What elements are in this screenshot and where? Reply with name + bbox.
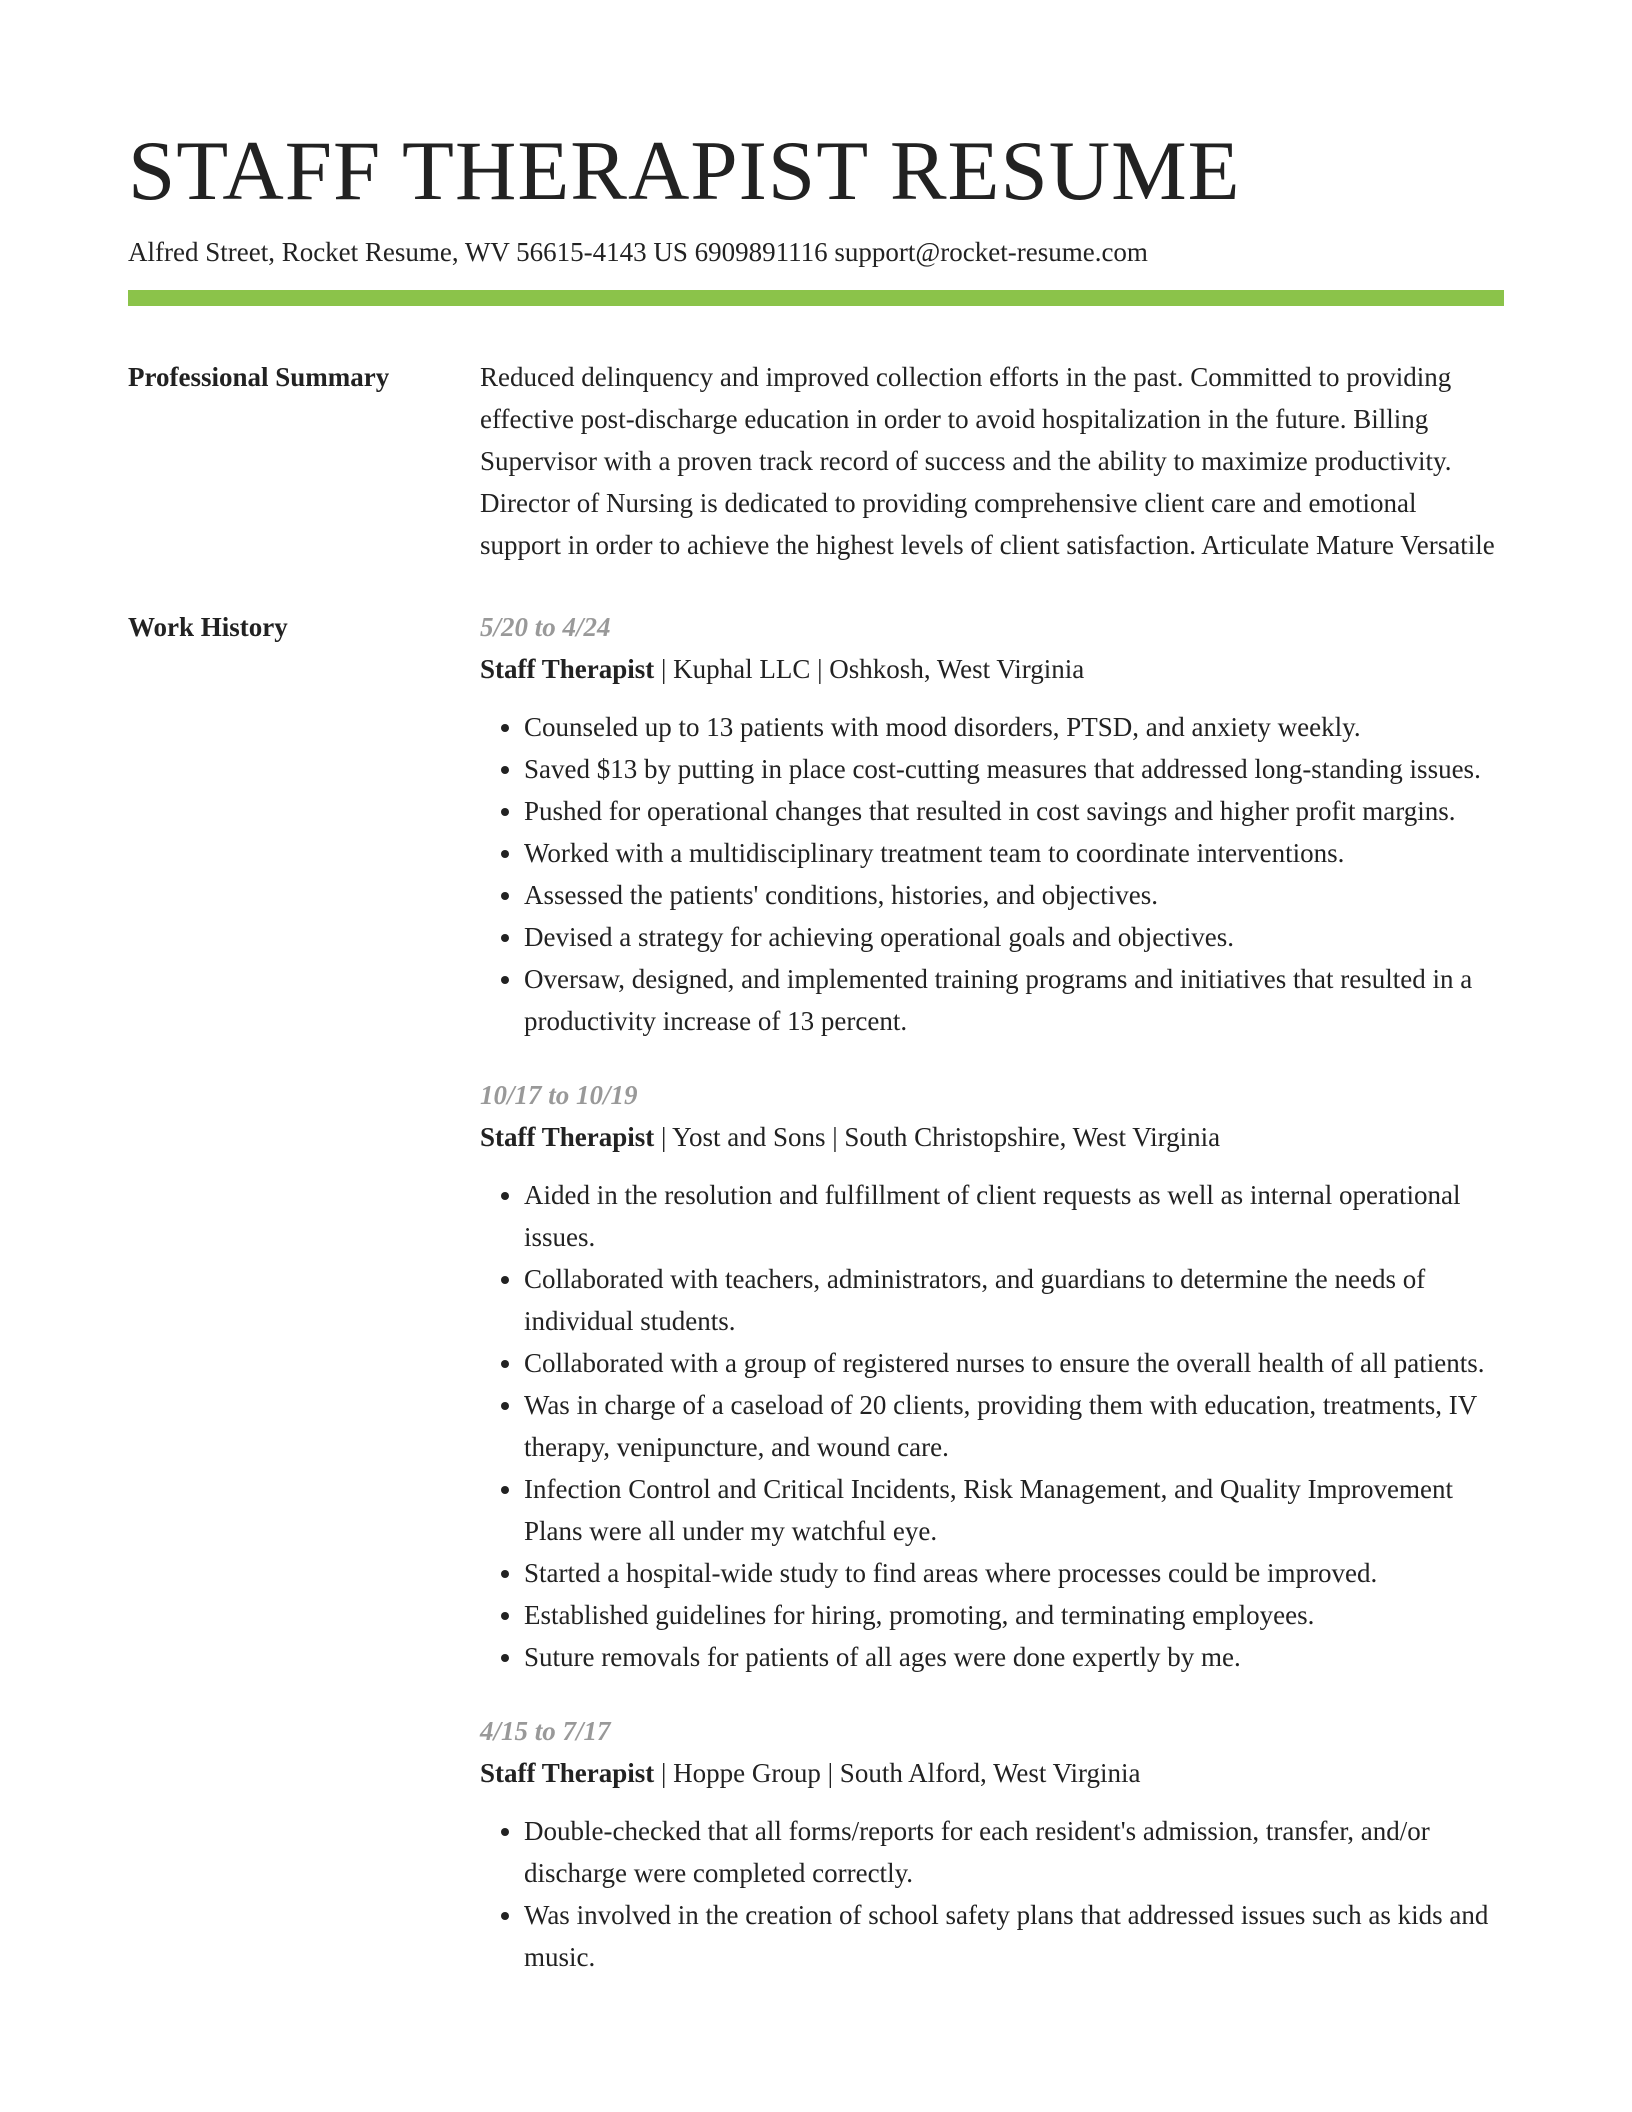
job-bullet: • Was in charge of a caseload of 20 clients, providing them with education, treatments, IV therapy, venipuncture, and wound care. [524,1384,1504,1468]
job-bullet: • Assessed the patients' conditions, histories, and objectives. [524,874,1504,916]
job-heading [480,648,1504,690]
contact-line: Alfred Street, Rocket Resume, WV 56615-4143 US 6909891116 support@rocket-resume.com [128,237,1148,267]
summary-text: Reduced delinquency and improved collection efforts in the past. Committed to providing effective post-discharge education in order to avoid hospitalization in the future. Billing Supervisor with a proven track record of success and the ability to maximize productivity. Director of Nursing is dedicated to providing comprehensive client care and emotional support in order to achieve the highest levels of client satisfaction. Articulate Mature Versatile [480,362,1495,560]
page-title: STAFF THERAPIST RESUME [128,124,1241,218]
job-dates: 5/20 to 4/24 [480,612,611,642]
job-bullet: • Saved $13 by putting in place cost-cutting measures that addressed long-standing issues. [524,748,1504,790]
job-details: | Yost and Sons | South Christopshire, West Virginia [654,1122,1221,1152]
job-bullets [480,706,1504,1042]
job-bullet: • Worked with a multidisciplinary treatment team to coordinate interventions. [524,832,1504,874]
job-details: | Kuphal LLC | Oshkosh, West Virginia [654,654,1085,684]
job-details: | Hoppe Group | South Alford, West Virginia [654,1758,1141,1788]
accent-divider [128,290,1504,306]
job-bullet: • Collaborated with a group of registered nurses to ensure the overall health of all patients. [524,1342,1504,1384]
resume-page [128,118,1504,2010]
work-history-label: Work History [128,612,288,642]
job-bullet: • Infection Control and Critical Incidents, Risk Management, and Quality Improvement Plans were all under my watchful eye. [524,1468,1504,1552]
job-bullet: • Suture removals for patients of all ages were done expertly by me. [524,1636,1504,1678]
job-bullet: • Started a hospital-wide study to find areas where processes could be improved. [524,1552,1504,1594]
job-bullet: • Pushed for operational changes that resulted in cost savings and higher profit margins. [524,790,1504,832]
job-dates: 4/15 to 7/17 [480,1716,611,1746]
job-title: Staff Therapist [480,654,655,684]
job-bullets [480,1174,1504,1678]
job-title: Staff Therapist [480,1758,655,1788]
job-entry [480,1710,1504,1978]
job-bullet: • Established guidelines for hiring, promoting, and terminating employees. [524,1594,1504,1636]
job-bullets [480,1810,1504,1978]
job-bullet: • Double-checked that all forms/reports for each resident's admission, transfer, and/or discharge were completed correctly. [524,1810,1504,1894]
job-bullet: • Was involved in the creation of school safety plans that addressed issues such as kids and music. [524,1894,1504,1978]
job-bullet: • Oversaw, designed, and implemented training programs and initiatives that resulted in a productivity increase of 13 percent. [524,958,1504,1042]
job-bullet: • Devised a strategy for achieving operational goals and objectives. [524,916,1504,958]
job-title: Staff Therapist [480,1122,655,1152]
work-history-section [128,606,1504,2010]
job-bullet: • Aided in the resolution and fulfillment of client requests as well as internal operational issues. [524,1174,1504,1258]
job-dates: 10/17 to 10/19 [480,1080,638,1110]
job-heading [480,1116,1504,1158]
job-heading [480,1752,1504,1794]
summary-label: Professional Summary [128,362,390,392]
job-entry [480,606,1504,1042]
summary-section [128,356,1504,566]
job-bullet: • Counseled up to 13 patients with mood disorders, PTSD, and anxiety weekly. [524,706,1504,748]
job-bullet: • Collaborated with teachers, administrators, and guardians to determine the needs of individual students. [524,1258,1504,1342]
job-entry [480,1074,1504,1678]
